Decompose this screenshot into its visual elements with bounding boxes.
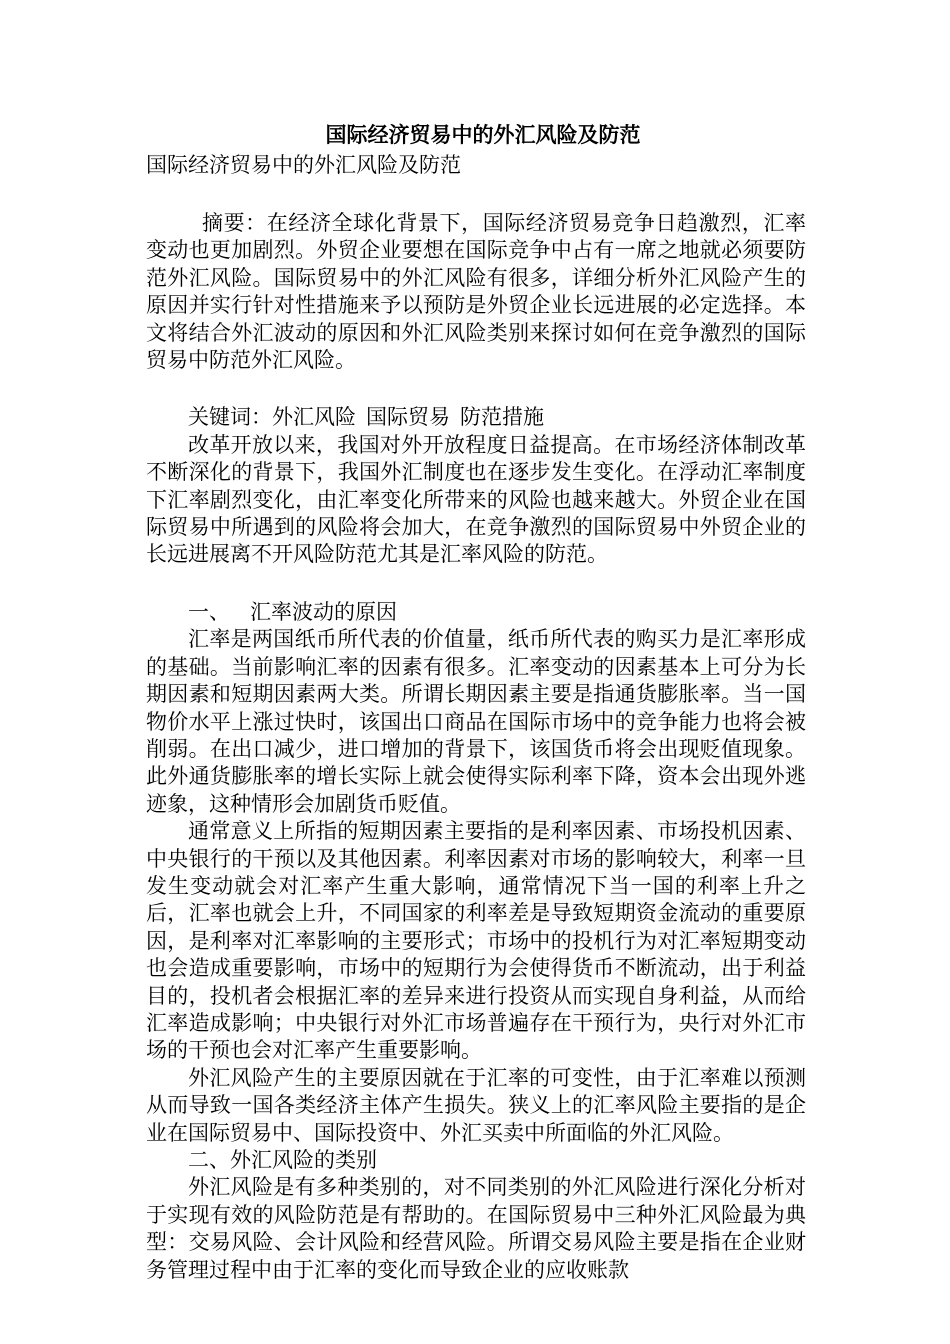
section-heading: 二、外汇风险的类别 bbox=[188, 1148, 377, 1172]
spacer bbox=[146, 374, 806, 404]
body-paragraph: 汇率是两国纸币所代表的价值量，纸币所代表的购买力是汇率形成的基础。当前影响汇率的因素有很多。汇率变动的因素基本上可分为长期因素和短期因素两大类。所谓长期因素主要是指通货膨胀率。当一国物价水平上涨过快时，该国出口商品在国际市场中的竞争能力也将会被削弱。在出口减少，进口增加的背景下，该国货币将会出现贬值现象。此外通货膨胀率的增长实际上就会使得实际利率下降，资本会出现外逃迹象，这种情形会加剧货币贬值。 bbox=[146, 627, 806, 816]
keyword: 防范措施 bbox=[460, 405, 544, 430]
keyword: 国际贸易 bbox=[366, 405, 450, 430]
document-title: 国际经济贸易中的外汇风险及防范 bbox=[325, 122, 641, 147]
section-title: 汇率波动的原因 bbox=[250, 599, 397, 624]
body-paragraph: 外汇风险是有多种类别的，对不同类别的外汇风险进行深化分析对于实现有效的风险防范是有帮助的。在国际贸易中三种外汇风险最为典型：交易风险、会计风险和经营风险。所谓交易风险主要是指在企业财务管理过程中由于汇率的变化而导致企业的应收账款 bbox=[146, 1175, 806, 1282]
section-heading bbox=[146, 599, 806, 626]
spacer bbox=[146, 180, 806, 210]
spacer bbox=[146, 569, 806, 599]
document-page bbox=[146, 120, 806, 1284]
abstract-paragraph: 摘要：在经济全球化背景下，国际经济贸易竞争日趋激烈，汇率变动也更加剧烈。外贸企业要想在国际竞争中占有一席之地就必须要防范外汇风险。国际贸易中的外汇风险有很多，详细分析外汇风险产生的原因并实行针对性措施来予以预防是外贸企业长远进展的必定选择。本文将结合外汇波动的原因和外汇风险类别来探讨如何在竞争激烈的国际贸易中防范外汇风险。 bbox=[146, 211, 806, 373]
section-number: 一、 bbox=[188, 599, 230, 624]
body-paragraph: 通常意义上所指的短期因素主要指的是利率因素、市场投机因素、中央银行的干预以及其他因素。利率因素对市场的影响较大，利率一旦发生变动就会对汇率产生重大影响，通常情况下当一国的利率上升之后，汇率也就会上升，不同国家的利率差是导致短期资金流动的重要原因，是利率对汇率影响的主要形式；市场中的投机行为对汇率短期变动也会造成重要影响，市场中的短期行为会使得货币不断流动，出于利益目的，投机者会根据汇率的差异来进行投资从而实现自身利益，从而给汇率造成影响；中央银行对外汇市场普遍存在干预行为，央行对外汇市场的干预也会对汇率产生重要影响。 bbox=[146, 819, 806, 1063]
intro-paragraph: 改革开放以来，我国对外开放程度日益提高。在市场经济体制改革不断深化的背景下，我国外汇制度也在逐步发生变化。在浮动汇率制度下汇率剧烈变化，由汇率变化所带来的风险也越来越大。外贸企业在国际贸易中所遇到的风险将会加大，在竞争激烈的国际贸易中外贸企业的长远进展离不开风险防范尤其是汇率风险的防范。 bbox=[146, 432, 806, 567]
document-subtitle: 国际经济贸易中的外汇风险及防范 bbox=[146, 153, 461, 177]
body-paragraph: 外汇风险产生的主要原因就在于汇率的可变性，由于汇率难以预测从而导致一国各类经济主体产生损失。狭义上的汇率风险主要指的是企业在国际贸易中、国际投资中、外汇买卖中所面临的外汇风险。 bbox=[146, 1065, 806, 1145]
keywords-line bbox=[146, 404, 806, 431]
keywords-label: 关键词：外汇风险 bbox=[188, 405, 356, 430]
